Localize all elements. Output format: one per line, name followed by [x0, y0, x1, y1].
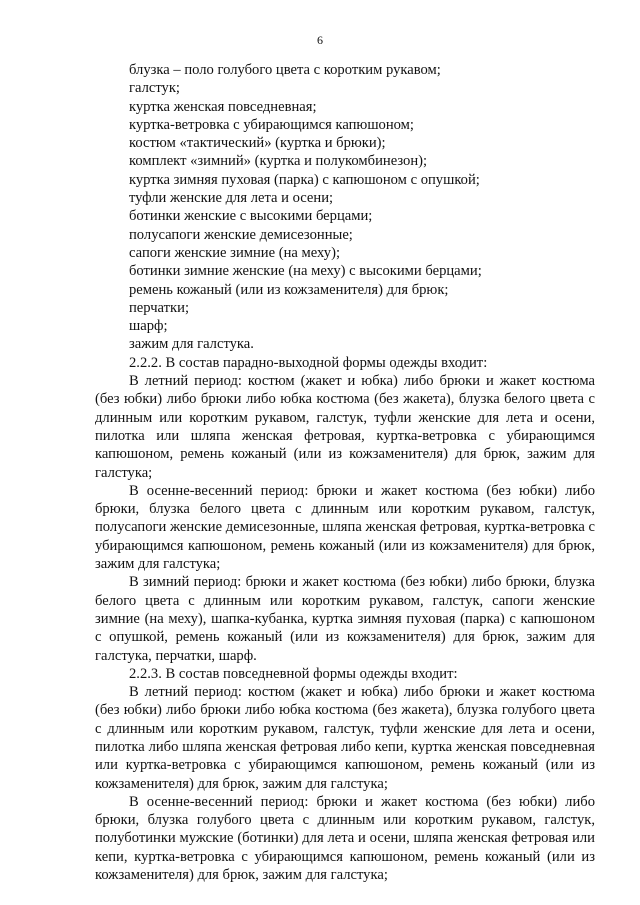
list-item: сапоги женские зимние (на меху); — [129, 244, 340, 261]
list-item: полусапоги женские демисезонные; — [129, 226, 353, 243]
list-item: ботинки женские с высокими берцами; — [129, 208, 373, 225]
list-item: ремень кожаный (или из кожзаменителя) для брюк; — [129, 281, 449, 298]
list-item: ботинки зимние женские (на меху) с высокими берцами; — [129, 263, 482, 280]
list-item: перчатки; — [129, 299, 189, 316]
paragraph-parade-winter: В зимний период: брюки и жакет костюма (без юбки) либо брюки, блузка белого цвета с длинным или коротким рукавом, галстук, сапоги женские зимние (на меху), шапка-кубанка, куртка зимняя пуховая (парка) с капюшоном с опушкой, ремень кожаный (или из кожзаменителя) для брюк, зажим для галстука, перчатки, шарф. — [95, 574, 595, 664]
uniform-items-list — [95, 61, 595, 354]
list-item: комплект «зимний» (куртка и полукомбинезон); — [129, 153, 428, 170]
paragraph-parade-summer: В летний период: костюм (жакет и юбка) либо брюки и жакет костюма (без юбки) либо брюки либо юбка костюма (без жакета), блузка белого цвета с длинным или коротким рукавом, галстук, туфли женские для лета и осени, пилотка или шляпа женская фетровая, куртка-ветровка с убирающимся капюшоном, ремень кожаный (или из кожзаменителя) для брюк, зажим для галстука; — [95, 373, 595, 481]
paragraph-parade-autumn-spring: В осенне-весенний период: брюки и жакет костюма (без юбки) либо брюки, блузка белого цвета с длинным или коротким рукавом, галстук, полусапоги женские демисезонные, шляпа женская фетровая, куртка-ветровка с убирающимся капюшоном, ремень кожаный (или из кожзаменителя) для брюк, зажим для галстука; — [95, 482, 595, 573]
list-item: зажим для галстука. — [129, 336, 254, 353]
list-item: куртка-ветровка с убирающимся капюшоном; — [129, 116, 414, 133]
list-item: шарф; — [129, 318, 168, 335]
page-number: 6 — [317, 33, 323, 47]
section-heading-2-2-2: 2.2.2. В состав парадно-выходной формы одежды входит: — [129, 354, 488, 371]
section-heading-2-2-3: 2.2.3. В состав повседневной формы одежды входит: — [129, 665, 458, 682]
list-item: галстук; — [129, 80, 180, 97]
paragraph-daily-autumn-spring: В осенне-весенний период: брюки и жакет костюма (без юбки) либо брюки, блузка голубого цвета с длинным или коротким рукавом, галстук, полуботинки мужские (ботинки) для лета и осени, шляпа женская фетровая или кепи, куртка-ветровка с убирающимся капюшоном, ремень кожаный (или из кожзаменителя) для брюк, зажим для галстука; — [95, 793, 595, 884]
list-item: куртка женская повседневная; — [129, 98, 317, 115]
list-item: блузка – поло голубого цвета с коротким рукавом; — [129, 62, 441, 78]
list-item: костюм «тактический» (куртка и брюки); — [129, 135, 386, 152]
document-body — [95, 61, 595, 884]
list-item: туфли женские для лета и осени; — [129, 190, 334, 207]
paragraph-daily-summer: В летний период: костюм (жакет и юбка) либо брюки и жакет костюма (без юбки) либо брюки либо юбка костюма (без жакета), блузка голубого цвета с длинным или коротким рукавом, галстук, туфли женские для лета и осени, пилотка либо шляпа женская фетровая либо кепи, куртка женская повседневная или куртка-ветровка с убирающимся капюшоном, ремень кожаный (или из кожзаменителя) для брюк, зажим для галстука; — [95, 684, 595, 792]
list-item: куртка зимняя пуховая (парка) с капюшоном с опушкой; — [129, 171, 480, 188]
